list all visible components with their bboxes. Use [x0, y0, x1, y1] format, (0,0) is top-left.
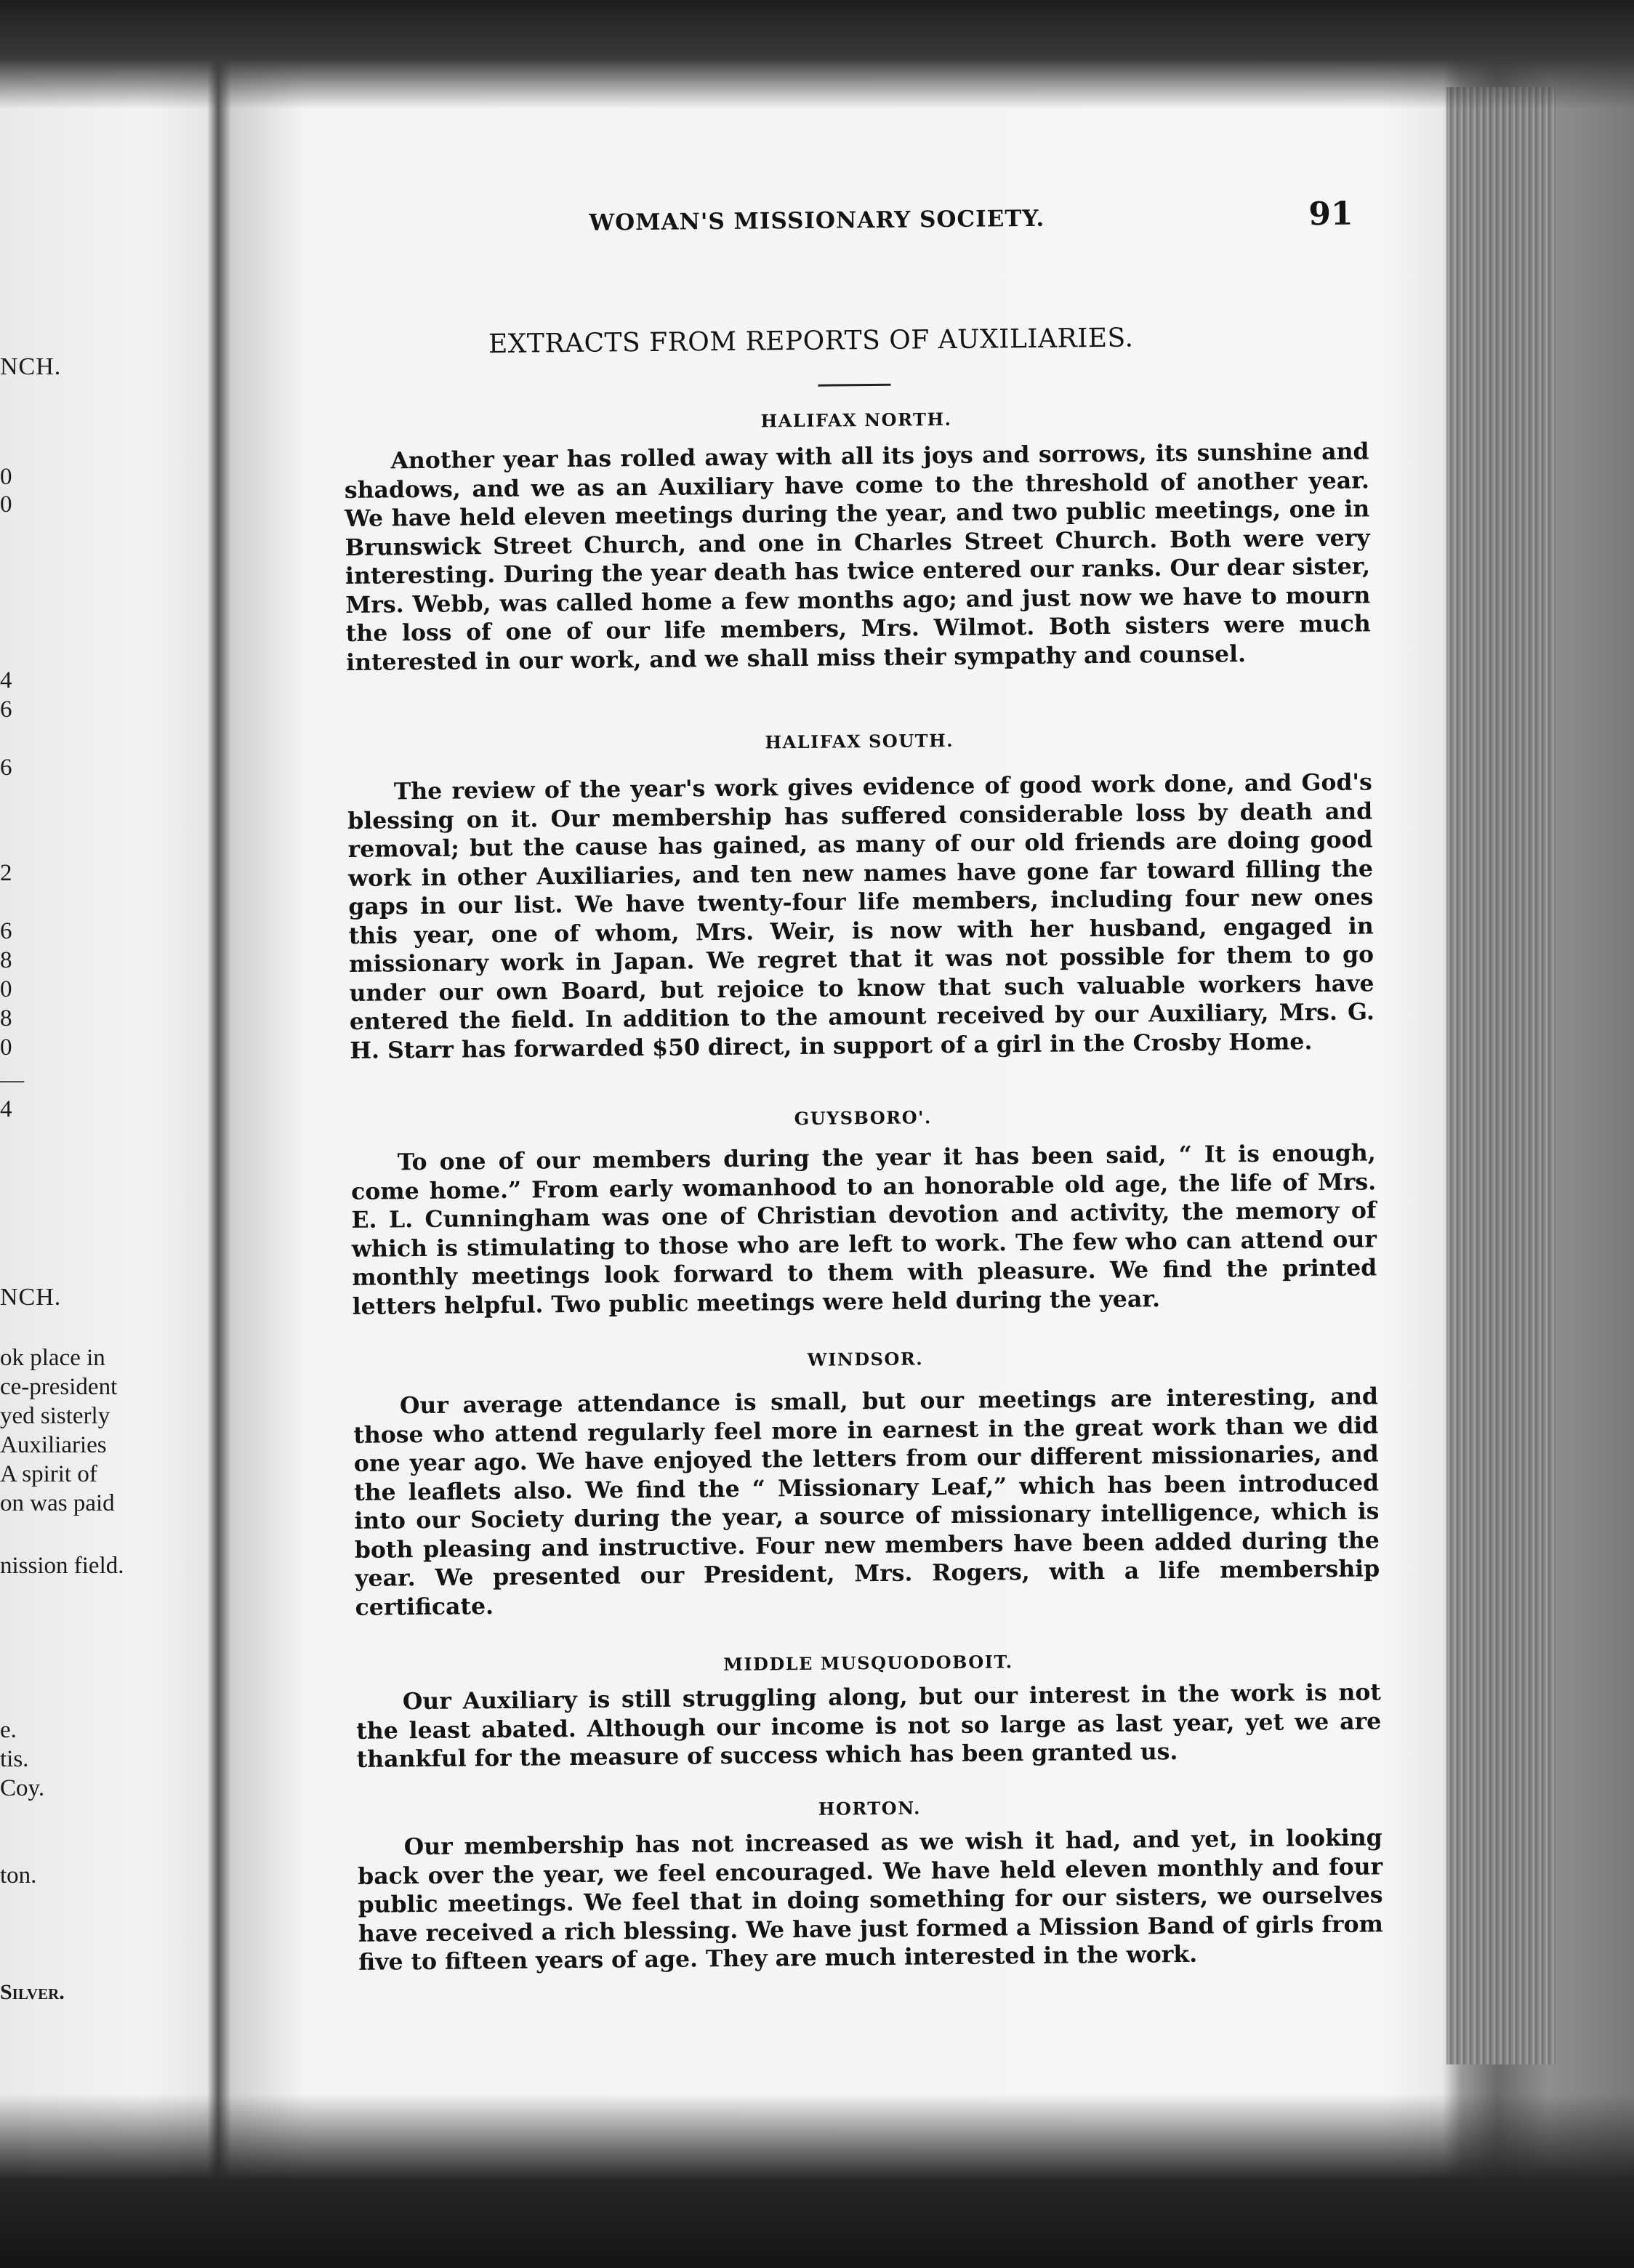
left-fragment: A spirit of [0, 1461, 97, 1487]
left-fragment: Silver. [0, 1980, 65, 2004]
section-paragraph: To one of our members during the year it has been said, “ It is enough, come home.” From early womanhood to an honorable old age, the life of Mrs. E. L. Cunningham was one of Christian devotion and activity, the memory of which is stimulating to those who are left to work. The few who can attend our monthly meetings look forward to them with pleasure. We find the printed letters helpful. Two public meetings were held during the year. [350, 1139, 1377, 1320]
left-fragment: 6 [0, 696, 12, 723]
page-edges [1446, 87, 1555, 2064]
left-fragment: Coy. [0, 1775, 45, 1801]
left-fragment: 6 [0, 918, 12, 944]
left-fragment: 0 [0, 1034, 12, 1061]
left-fragment: NCH. [0, 1284, 62, 1311]
left-fragment: NCH. [0, 353, 62, 380]
section-heading: WINDSOR. [807, 1348, 924, 1370]
section-paragraph: Our Auxiliary is still struggling along, but our interest in the work is not the least abated. Although our income is not so large as last year, yet we are thankful for the measure of success which has been granted us. [356, 1678, 1382, 1773]
section-paragraph: Our membership has not increased as we wish it had, and yet, in looking back over the year, we feel encouraged. We have held eleven monthly and four public meetings. We feel that in doing something for our sisters, we ourselves have received a rich blessing. We have just formed a Mission Band of girls from five to fifteen years of age. They are much interested in the work. [358, 1824, 1384, 1976]
section-paragraph: Another year has rolled away with all its joys and sorrows, its sunshine and shadows, and we as an Auxiliary have come to the threshold of another year. We have held eleven meetings during the year, and two public meetings, one in Brunswick Street Church, and one in Charles Street Church. Both were very interesting. During the year death has twice entered our ranks. Our dear sister, Mrs. Webb, was called home a few months ago; and just now we have to mourn the loss of one of our life members, Mrs. Wilmot. Both sisters were much interested in our work, and we shall miss their sympathy and counsel. [344, 438, 1371, 676]
left-fragment: tis. [0, 1746, 29, 1772]
left-fragment: 2 [0, 860, 12, 886]
section-heading: HORTON. [818, 1797, 922, 1819]
page-number: 91 [1308, 195, 1353, 233]
left-fragment: 8 [0, 1005, 12, 1032]
section-paragraph: The review of the year's work gives evidence of good work done, and God's blessing on it. Our membership has suffered considerable loss by death and removal; but the cause has gained, as many of our old friends are doing good work in other Auxiliaries, and ten new names have gone far toward filling the gaps in our list. We have twenty-four life members, including four new ones this year, one of whom, Mrs. Weir, is now with her husband, engaged in missionary work in Japan. We regret that it was not possible for them to go under our own Board, but rejoice to know that such valuable workers have entered the field. In addition to the amount received by our Auxiliary, Mrs. G. H. Starr has forwarded $50 direct, in support of a girl in the Crosby Home. [347, 768, 1375, 1064]
left-fragment: 8 [0, 947, 12, 973]
left-fragment: 0 [0, 464, 12, 490]
left-fragment: Auxiliaries [0, 1432, 107, 1458]
section-heading: HALIFAX NORTH. [760, 408, 952, 432]
left-fragment: ton. [0, 1862, 37, 1889]
section-paragraph: Our average attendance is small, but our meetings are interesting, and those who attend regularly feel more in earnest in the great work than we did one year ago. We have enjoyed the letters from our different missionaries, and the leaflets also. We find the “ Missionary Leaf,” which has been introduced into our Society during the year, a source of missionary intelligence, which is both pleasing and instructive. Four new members have been added during the year. We presented our President, Mrs. Rogers, with a life membership certificate. [353, 1383, 1380, 1621]
left-fragment: yed sisterly [0, 1403, 110, 1429]
left-fragment: 6 [0, 755, 12, 781]
left-fragment: 4 [0, 1096, 12, 1122]
left-fragment: nission field. [0, 1553, 124, 1579]
top-shadow [0, 0, 1634, 109]
section-heading: GUYSBORO'. [794, 1106, 932, 1130]
left-fragment: 0 [0, 976, 12, 1002]
left-fragment: e. [0, 1717, 17, 1743]
left-fragment: on was paid [0, 1490, 115, 1516]
left-fragment: ok place in [0, 1345, 105, 1371]
left-fragment: ce-president [0, 1374, 118, 1400]
section-heading: MIDDLE MUSQUODOBOIT. [723, 1651, 1013, 1676]
left-fragment: — [0, 1067, 24, 1093]
bottom-shadow [0, 2094, 1634, 2268]
running-header: WOMAN'S MISSIONARY SOCIETY. [589, 205, 1045, 236]
page-title: EXTRACTS FROM REPORTS OF AUXILIARIES. [488, 323, 1134, 360]
left-fragment: 4 [0, 667, 12, 693]
left-fragment: 0 [0, 491, 12, 518]
section-heading: HALIFAX SOUTH. [765, 729, 954, 753]
